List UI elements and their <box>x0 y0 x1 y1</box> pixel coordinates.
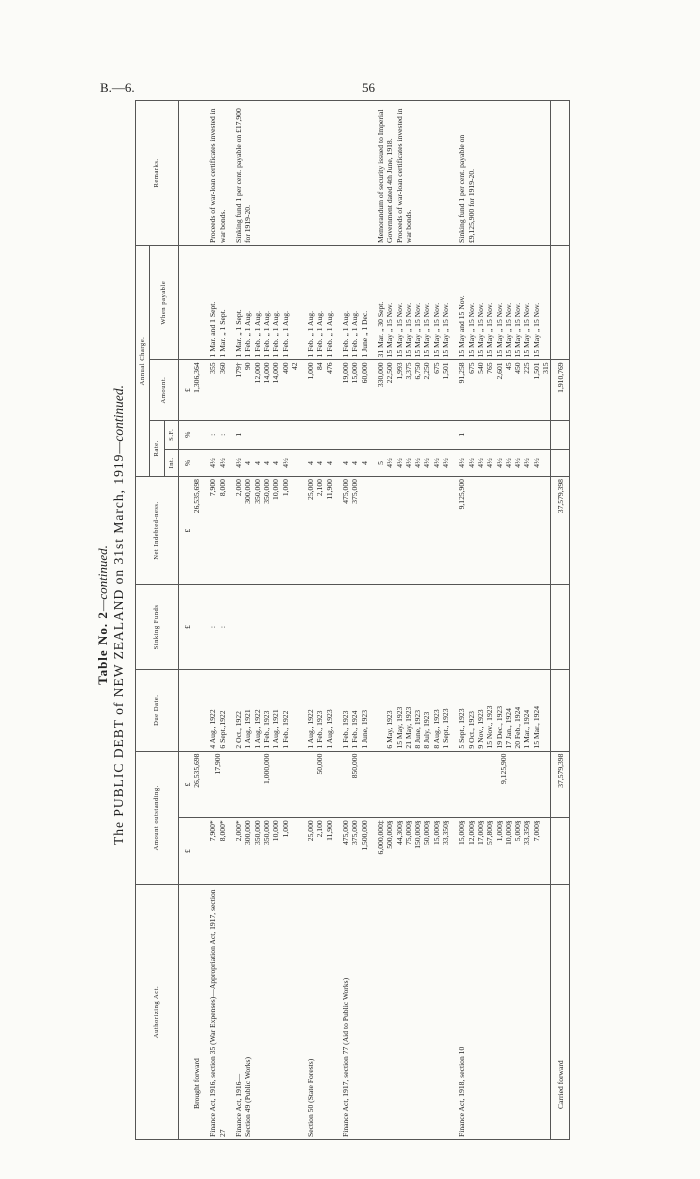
table-body <box>178 101 569 1140</box>
group-spacer <box>201 101 208 1140</box>
header-when-payable: When payable <box>150 246 179 360</box>
brought-forward-label: Brought forward <box>192 885 201 1140</box>
group-due-dates: 4 Aug., 1922 6 Sept.,1922 <box>208 669 227 751</box>
group-sinking-fund-rate <box>341 420 369 449</box>
page-number: 56 <box>362 80 375 95</box>
group-annual-amount: 1,000 84 476 <box>306 360 334 420</box>
debt-group-row <box>208 101 227 1140</box>
group-sinking-funds <box>234 585 299 670</box>
table-title-main: Table No. 2 <box>95 611 110 685</box>
group-annual-amount: 91,258 675 540 765 2,601 45 450 225 1,501 315 <box>457 360 550 420</box>
group-authorizing-act: Section 50 (State Forests) <box>306 885 334 1140</box>
group-total: 50,000 <box>306 751 334 818</box>
group-interest-rate: 4 4 4 <box>341 449 369 476</box>
debt-group-row <box>376 101 450 1140</box>
group-net-indebtedness: 7,900 8,000 <box>208 477 227 585</box>
header-due-date: Due Date. <box>136 669 179 751</box>
header-amount-outstanding: Amount outstanding. <box>136 751 179 884</box>
table-subtitle <box>111 90 127 1140</box>
unit-pound: £ <box>178 751 192 818</box>
group-total: 17,900 <box>208 751 227 818</box>
group-total: 9,125,900 <box>457 751 550 818</box>
group-remarks: Sinking fund 1 per cent. payable on £9,125,900 for 1919-20. <box>457 101 550 246</box>
group-sinking-fund-rate: : : <box>208 420 227 449</box>
group-due-dates: 6 May, 1923 15 May, 1923 21 May, 1923 8 June, 1923 8 July, 1923 8 Aug., 1923 1 Sept., 1923 <box>376 669 450 751</box>
carried-forward-net: 37,579,398 <box>551 477 569 585</box>
carried-forward-row <box>551 101 569 1140</box>
group-authorizing-act: Finance Act, 1916— Section 49 (Public Works) <box>234 885 299 1140</box>
group-remarks: Proceeds of war-loan certificates invested in war bonds. <box>208 101 227 246</box>
table-title-continued: —continued. <box>95 545 110 612</box>
brought-forward-outstanding: 26,535,698 <box>192 751 201 818</box>
group-sinking-funds <box>306 585 334 670</box>
public-debt-table <box>135 100 570 1140</box>
header-annual-charge: Annual Charge. <box>136 246 150 477</box>
group-net-indebtedness <box>376 477 450 585</box>
group-total: 850,000 <box>341 751 369 818</box>
group-net-indebtedness: 2,000 300,000 350,000 350,000 10,000 1,000 <box>234 477 299 585</box>
unit-pound: £ <box>178 477 192 585</box>
group-spacer <box>450 101 457 1140</box>
group-net-indebtedness: 9,125,900 <box>457 477 550 585</box>
group-sinking-fund-rate <box>376 420 450 449</box>
debt-group-row <box>341 101 369 1140</box>
group-due-dates: 1 Aug., 1922 1 Feb., 1923 1 Aug., 1923 <box>306 669 334 751</box>
group-spacer <box>369 101 376 1140</box>
group-amounts: 475,000 375,000 1,500,000 <box>341 818 369 885</box>
group-total <box>376 751 450 818</box>
debt-group-row <box>457 101 550 1140</box>
header-authorizing-act: Authorizing Act. <box>136 885 179 1140</box>
group-interest-rate: 5 4½ 4½ 4½ 4½ 4½ 4½ 4½ <box>376 449 450 476</box>
brought-forward-amount: 1,306,364 <box>192 360 201 420</box>
header-net-indebtedness: Net Indebted-ness. <box>136 477 179 585</box>
group-when-payable: 1 Mar. „ 1 Sept. 1 Feb. „ 1 Aug. 1 Feb. „ 1 Aug. 1 Feb. „ 1 Aug. 1 Feb. „ 1 Aug. 1 Feb. „ 1 Aug. <box>234 246 299 360</box>
group-spacer <box>334 101 341 1140</box>
group-interest-rate: 4½ 4½ <box>208 449 227 476</box>
group-amounts: 7,900* 8,000* <box>208 818 227 885</box>
unit-pound: £ <box>178 585 192 670</box>
unit-percent: % <box>178 420 192 449</box>
group-authorizing-act: Finance Act, 1917, section 77 (Aid to Public Works) <box>341 885 369 1140</box>
group-when-payable: 1 Mar. and 1 Sept. 1 Mar. „ 1 Sept. <box>208 246 227 360</box>
carried-forward-amount: 1,910,769 <box>551 360 569 420</box>
group-amounts: 15,000§ 12,000§ 17,000§ 57,800§ 1,000§ 10,000§ 5,000§ 33,350§ 7,000§ <box>457 818 550 885</box>
group-annual-amount: 330,000 22,500 1,993 3,375 6,750 2,250 675 1,501 <box>376 360 450 420</box>
rotated-table-page <box>95 90 655 1140</box>
group-authorizing-act: Finance Act, 1918, section 10 <box>457 885 550 1140</box>
group-sinking-funds: : : <box>208 585 227 670</box>
group-when-payable: 1 Feb. „ 1 Aug. 1 Feb. „ 1 Aug. 1 June „ 1 Dec. <box>341 246 369 360</box>
group-sinking-funds <box>341 585 369 670</box>
page-reference: B.—6. <box>100 80 135 95</box>
group-annual-amount: 355 360 <box>208 360 227 420</box>
group-amounts: 6,000,000‡ 500,000§ 44,300§ 75,000§ 150,000§ 50,000§ 15,000§ 33,350§ <box>376 818 450 885</box>
group-when-payable: 1 Feb. „ 1 Aug. 1 Feb. „ 1 Aug. 1 Feb. „ 1 Aug. <box>306 246 334 360</box>
header-int: Int. <box>164 449 178 476</box>
debt-group-row <box>306 101 334 1140</box>
group-remarks <box>341 101 369 246</box>
header-sinking-funds: Sinking Funds <box>136 585 179 670</box>
group-spacer <box>227 101 234 1140</box>
group-authorizing-act: Finance Act, 1916, section 35 (War Expenses)—Appropriation Act, 1917, section 27 <box>208 885 227 1140</box>
group-due-dates: 1 Feb., 1923 1 Feb., 1924 1 June, 1923 <box>341 669 369 751</box>
header-remarks: Remarks. <box>136 101 179 246</box>
brought-forward-net: 26,535,698 <box>192 477 201 585</box>
group-total: 1,000,000 <box>234 751 299 818</box>
carried-forward-outstanding: 37,579,398 <box>551 751 569 818</box>
group-due-dates: 2 Oct., 1922 1 Aug., 1921 1 Aug., 1922 1 Feb., 1923 1 Aug., 1921 1 Feb., 1922 <box>234 669 299 751</box>
table-title <box>95 90 111 1140</box>
group-interest-rate: 4 4 4 <box>306 449 334 476</box>
group-annual-amount: 179† 90 12,000 14,000 14,000 400 42 <box>234 360 299 420</box>
group-interest-rate: 4½ 4½ 4½ 4½ 4½ 4½ 4½ 4½ 4½ <box>457 449 550 476</box>
table-subtitle-text: The PUBLIC DEBT of NEW ZEALAND on 31st March, 1919 <box>111 453 126 846</box>
brought-forward-row <box>192 101 201 1140</box>
unit-percent: % <box>178 449 192 476</box>
debt-group-row <box>234 101 299 1140</box>
group-net-indebtedness: 475,000 375,000 <box>341 477 369 585</box>
group-sinking-funds <box>457 585 550 670</box>
unit-pound: £ <box>178 818 192 885</box>
group-annual-amount: 19,000 15,000 60,000 <box>341 360 369 420</box>
group-sinking-funds <box>376 585 450 670</box>
units-row <box>178 101 192 1140</box>
group-authorizing-act <box>376 885 450 1140</box>
header-rate: Rate. <box>150 420 164 476</box>
group-net-indebtedness: 25,000 2,100 11,900 <box>306 477 334 585</box>
group-sinking-fund-rate <box>306 420 334 449</box>
group-sinking-fund-rate: 1 <box>234 420 299 449</box>
group-remarks: Sinking fund 1 per cent. payable on £17,900 for 1919-20. <box>234 101 299 246</box>
header-amount: Amount. <box>150 360 179 420</box>
table-subtitle-continued: —continued. <box>111 384 126 454</box>
group-sinking-fund-rate: 1 <box>457 420 550 449</box>
group-amounts: 25,000 2,100 11,900 <box>306 818 334 885</box>
header-sf: S.F. <box>164 420 178 449</box>
group-spacer <box>299 101 306 1140</box>
carried-forward-label: Carried forward <box>551 885 569 1140</box>
unit-pound: £ <box>178 360 192 420</box>
group-when-payable: 15 May and 15 Nov. 15 May „ 15 Nov. 15 May „ 15 Nov. 15 May „ 15 Nov. 15 May „ 15 Nov. 15 May „ 15 Nov. 15 May „ 15 Nov. 15 May „ 15 Nov. 15 May „ 15 Nov. <box>457 246 550 360</box>
group-remarks <box>306 101 334 246</box>
group-amounts: 2,000* 300,000 350,000 350,000 10,000 1,000 <box>234 818 299 885</box>
group-remarks: Memorandum of security issued to Imperial Government dated 4th June, 1918. Proceeds of war-loan certificates invested in war bonds. <box>376 101 450 246</box>
group-interest-rate: 4½ 4 4 4 4 4½ <box>234 449 299 476</box>
group-when-payable: 31 Mar. „ 30 Sept. 15 May „ 15 Nov. 15 May „ 15 Nov. 15 May „ 15 Nov. 15 May „ 15 Nov. 15 May „ 15 Nov. 15 May „ 15 Nov. 15 May „ 15 Nov. <box>376 246 450 360</box>
group-due-dates: 5 Sept., 1923 9 Oct., 1923 9 Nov., 1923 15 Nov., 1923 19 Dec., 1923 17 Jan., 1924 20 Feb., 1924 1 Mar., 1924 15 Mar., 1924 <box>457 669 550 751</box>
